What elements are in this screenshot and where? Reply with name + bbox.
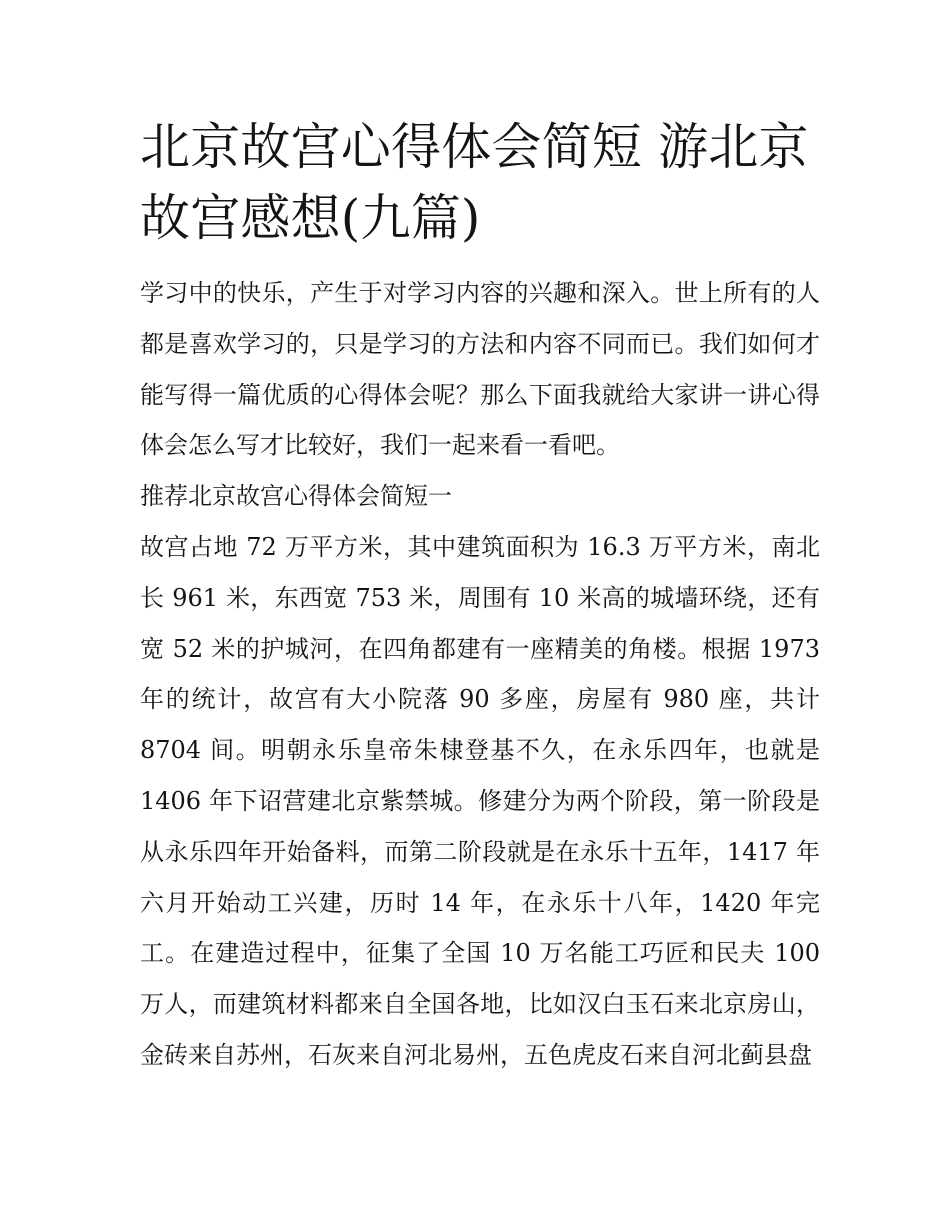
document-title: 北京故宫心得体会简短 游北京故宫感想(九篇) [140,118,809,247]
document-content [140,112,820,1081]
section-heading: 推荐北京故宫心得体会简短一 [140,482,452,511]
body-paragraph: 故宫占地 72 万平方米，其中建筑面积为 16.3 万平方米，南北长 961 米，东西宽 753 米，周围有 10 米高的城墙环绕，还有宽 52 米的护城河，在四角都建有一座精美的角楼。根据 1973 年的统计，故宫有大小院落 90 多座，房屋有 980 座，共计 8704 间。明朝永乐皇帝朱棣登基不久，在永乐四年，也就是 1406 年下诏营建北京紫禁城。修建分为两个阶段，第一阶段是从永乐四年开始备料，而第二阶段就是在永乐十五年，1417 年六月开始动工兴建，历时 14 年，在永乐十八年，1420 年完工。在建造过程中，征集了全国 10 万名能工巧匠和民夫 100 万人，而建筑材料都来自全国各地，比如汉白玉石来北京房山，金砖来自苏州，石灰来自河北易州，五色虎皮石来自河北蓟县盘 [140,532,820,1069]
intro-paragraph: 学习中的快乐，产生于对学习内容的兴趣和深入。世上所有的人都是喜欢学习的，只是学习的方法和内容不同而已。我们如何才能写得一篇优质的心得体会呢？那么下面我就给大家讲一讲心得体会怎么写才比较好，我们一起来看一看吧。 [140,279,820,460]
